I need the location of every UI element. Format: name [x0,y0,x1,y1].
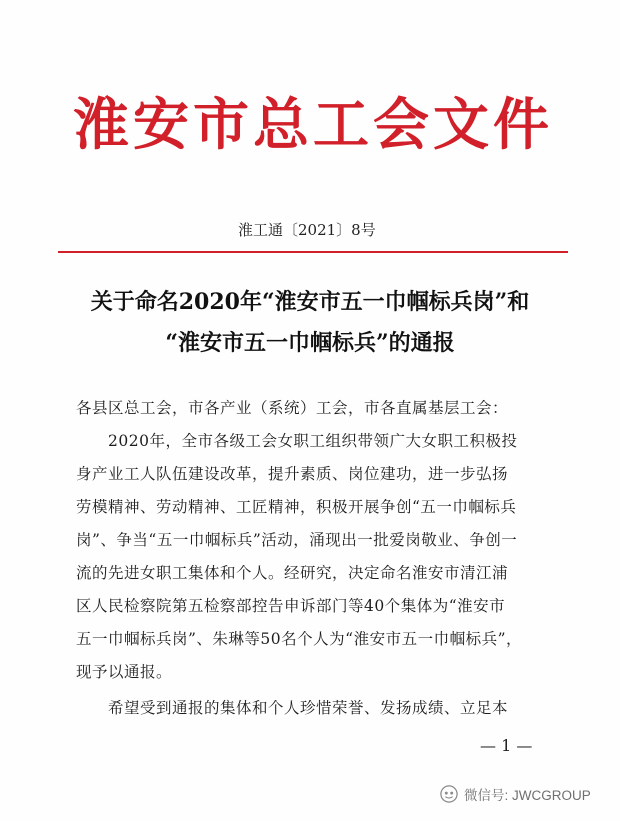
body-paragraph-2: 希望受到通报的集体和个人珍惜荣誉、发扬成绩、立足本 [76,699,509,717]
body-line-6: 区人民检察院第五检察部控告申诉部门等40个集体为“淮安市 [76,597,506,615]
body-line-4: 岗”、争当“五一巾帼标兵”活动，涌现出一批爱岗敬业、争创一 [76,531,518,549]
body-line-1: 2020年，全市各级工会女职工组织带领广大女职工积极投 [76,432,518,450]
page-number: — 1 — [480,736,533,755]
wechat-watermark [440,783,591,805]
notice-title-line-2: “淮安市五一巾帼标兵”的通报 [165,330,455,356]
body-line-5: 流的先进女职工集体和个人。经研究，决定命名淮安市清江浦 [76,564,509,582]
body-line-7: 五一巾帼标兵岗”、朱琳等50名个人为“淮安市五一巾帼标兵”， [76,630,522,648]
body-line-3: 劳模精神、劳动精神、工匠精神，积极开展争创“五一巾帼标兵 [76,498,517,516]
salutation: 各县区总工会，市各产业（系统）工会，市各直属基层工会： [76,399,509,417]
watermark-text: 微信号: JWCGROUP [464,788,591,803]
body-line-8: 现予以通报。 [76,663,173,681]
wechat-icon [440,785,458,803]
body-line-2: 身产业工人队伍建设改革，提升素质、岗位建功，进一步弘扬 [76,465,509,483]
org-header-title: 淮安市总工会文件 [73,92,553,158]
document-number: 淮工通〔2021〕8号 [238,221,376,239]
red-divider-line [58,251,568,253]
notice-title-line-1: 关于命名2020年“淮安市五一巾帼标兵岗”和 [90,289,530,315]
